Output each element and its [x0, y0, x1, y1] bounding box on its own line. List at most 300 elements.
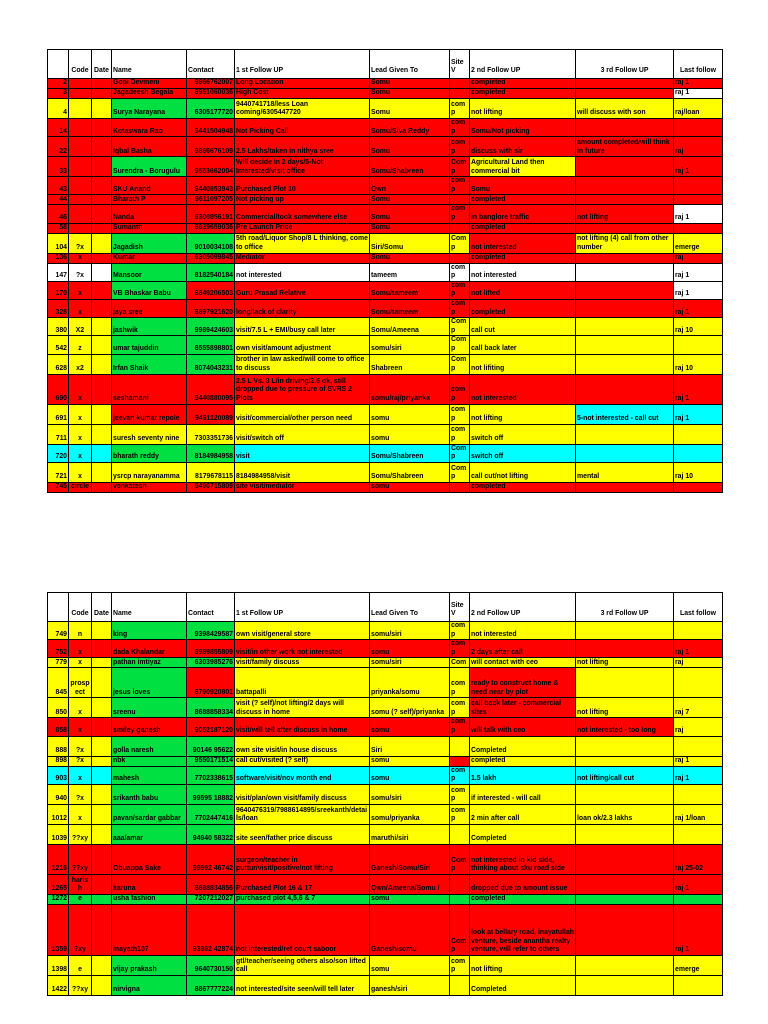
cell-site-visit [450, 253, 470, 263]
cell-last-follow [674, 424, 723, 444]
cell-contact: 7702338615 [187, 766, 235, 784]
cell-contact: 8688834856 [187, 874, 235, 894]
cell-name: jashwik [112, 318, 187, 336]
table-row [48, 223, 723, 233]
cell-third-follow-up [576, 736, 674, 756]
cell-row-number: 2 [48, 79, 69, 89]
cell-site-visit: comp [450, 299, 470, 317]
cell-site-visit [450, 975, 470, 995]
cell-row-number: 46 [48, 205, 69, 223]
cell-first-follow-up: own visit/general store [235, 622, 370, 640]
cell-code [69, 205, 92, 223]
cell-first-follow-up: Not picking up [235, 195, 370, 205]
cell-row-number: 940 [48, 784, 69, 804]
cell-name: Surya Narayana [112, 99, 187, 119]
cell-code: prosp ect [69, 668, 92, 698]
cell-contact: 9440853943 [187, 177, 235, 195]
cell-lead-given-to: somu/raj/priyanka [370, 374, 450, 404]
table-row [48, 444, 723, 462]
table-row [48, 622, 723, 640]
cell-name: nirvigna [112, 975, 187, 995]
cell-last-follow: raj 7 [674, 698, 723, 718]
cell-name: king [112, 622, 187, 640]
cell-code [69, 157, 92, 177]
cell-first-follow-up: Will decide in 2 days/5-Not Interested/visit office [235, 157, 370, 177]
cell-contact: 8849206503 [187, 281, 235, 299]
cell-second-follow-up: not interested [470, 263, 576, 281]
cell-third-follow-up [576, 89, 674, 99]
cell-site-visit: comp [450, 698, 470, 718]
cell-last-follow [674, 444, 723, 462]
cell-last-follow: raj 1 [674, 640, 723, 658]
cell-row-number: 104 [48, 233, 69, 253]
cell-contact: 99592 46742 [187, 844, 235, 874]
cell-contact: 9491120089 [187, 404, 235, 424]
cell-code: n [69, 622, 92, 640]
cell-last-follow [674, 482, 723, 492]
cell-second-follow-up: look at bellary road, inayatullah venture, beside anantha realty venture, will refer to others [470, 904, 576, 955]
cell-row-number: 720 [48, 444, 69, 462]
cell-lead-given-to: Own [370, 177, 450, 195]
cell-row-number: 147 [48, 263, 69, 281]
cell-code: ??xy [69, 844, 92, 874]
cell-first-follow-up: Not Picking Call [235, 119, 370, 137]
cell-code: x [69, 658, 92, 668]
cell-row-number: 888 [48, 736, 69, 756]
cell-first-follow-up: site visit/mediator [235, 482, 370, 492]
cell-third-follow-up: not lifting [576, 205, 674, 223]
header-code: Code [69, 593, 92, 622]
cell-name: Gopi Devineni [112, 79, 187, 89]
cell-contact: 93982 42874 [187, 904, 235, 955]
cell-date [92, 444, 112, 462]
cell-date [92, 824, 112, 844]
cell-code: x [69, 640, 92, 658]
cell-code: circle [69, 482, 92, 492]
cell-date [92, 233, 112, 253]
cell-last-follow [674, 336, 723, 354]
cell-contact: 6303985276 [187, 658, 235, 668]
cell-first-follow-up: site seen/father price discuss [235, 824, 370, 844]
cell-lead-given-to: Somu [370, 89, 450, 99]
cell-name: Bharath P [112, 195, 187, 205]
cell-name: suresh seventy nine [112, 424, 187, 444]
cell-second-follow-up: not interested [470, 374, 576, 404]
cell-second-follow-up: call cut [470, 318, 576, 336]
cell-third-follow-up [576, 177, 674, 195]
cell-date [92, 281, 112, 299]
cell-second-follow-up: completed [470, 756, 576, 766]
cell-second-follow-up: completed [470, 253, 576, 263]
cell-last-follow: raj 25-02 [674, 844, 723, 874]
cell-lead-given-to: somu (? self)/priyanka [370, 698, 450, 718]
cell-row-number: 136 [48, 253, 69, 263]
cell-row-number: 1422 [48, 975, 69, 995]
cell-last-follow [674, 894, 723, 904]
cell-first-follow-up: battapalli [235, 668, 370, 698]
cell-last-follow [674, 223, 723, 233]
cell-contact: 9550171514 [187, 756, 235, 766]
cell-first-follow-up: Commercial/took somewhere else [235, 205, 370, 223]
cell-last-follow [674, 668, 723, 698]
cell-lead-given-to: somu [370, 756, 450, 766]
cell-site-visit: comp [450, 263, 470, 281]
cell-lead-given-to: Somu/tameem [370, 299, 450, 317]
cell-second-follow-up: Agricultural Land then commercial bit [470, 157, 576, 177]
cell-site-visit: Comp [450, 233, 470, 253]
cell-lead-given-to: somu [370, 955, 450, 975]
header-name: Name [112, 593, 187, 622]
cell-code: ?xy [69, 904, 92, 955]
header-site-visit: Site V [450, 50, 470, 79]
table-row [48, 804, 723, 824]
cell-code: ?x [69, 784, 92, 804]
cell-contact: 8688858334 [187, 698, 235, 718]
cell-lead-given-to: Somu/Shabreen [370, 462, 450, 482]
cell-code: x [69, 718, 92, 736]
header-row [48, 593, 723, 622]
cell-code: x [69, 804, 92, 824]
cell-last-follow [674, 736, 723, 756]
cell-second-follow-up: discuss with sir [470, 137, 576, 157]
cell-date [92, 766, 112, 784]
cell-site-visit: comp [450, 119, 470, 137]
cell-second-follow-up: Completed [470, 736, 576, 756]
cell-lead-given-to: Somu [370, 223, 450, 233]
cell-site-visit [450, 195, 470, 205]
header-code: Code [69, 50, 92, 79]
header-contact: Contact [187, 50, 235, 79]
cell-first-follow-up: 8184984958/visit [235, 462, 370, 482]
header-third-follow-up: 3 rd Follow UP [576, 50, 674, 79]
table-row [48, 640, 723, 658]
cell-date [92, 756, 112, 766]
cell-code: x2 [69, 354, 92, 374]
cell-first-follow-up: visit (? self)/not lifting/2 days will discuss in home [235, 698, 370, 718]
cell-third-follow-up [576, 975, 674, 995]
cell-contact: 9611097205 [187, 195, 235, 205]
cell-first-follow-up: Guru Prasad Relative [235, 281, 370, 299]
cell-code: ?x [69, 756, 92, 766]
cell-lead-given-to: somu/siri [370, 622, 450, 640]
cell-second-follow-up: completed [470, 482, 576, 492]
cell-first-follow-up: visit/will tell after discuss in home [235, 718, 370, 736]
cell-first-follow-up: visit/commercial/other person need [235, 404, 370, 424]
cell-row-number: 898 [48, 756, 69, 766]
cell-name: Jagadeesh Begala [112, 89, 187, 99]
cell-site-visit: Comp [450, 318, 470, 336]
cell-second-follow-up: not lifting [470, 404, 576, 424]
cell-contact: 9866762007 [187, 79, 235, 89]
cell-code [69, 119, 92, 137]
cell-name: Irfan Shaik [112, 354, 187, 374]
cell-contact: 7207212027 [187, 894, 235, 904]
cell-site-visit: Comp [450, 462, 470, 482]
cell-name: srikanth babu [112, 784, 187, 804]
cell-second-follow-up: 2 min after call [470, 804, 576, 824]
cell-site-visit: comp [450, 622, 470, 640]
cell-first-follow-up: not interested [235, 263, 370, 281]
cell-second-follow-up: not lifting [470, 99, 576, 119]
cell-last-follow: raj 1 [674, 904, 723, 955]
cell-name: Kotaswara Rao [112, 119, 187, 137]
cell-contact: 9441504948 [187, 119, 235, 137]
cell-third-follow-up: 5-not interested - call cut [576, 404, 674, 424]
cell-date [92, 336, 112, 354]
cell-contact: 9989855809 [187, 640, 235, 658]
cell-code [69, 195, 92, 205]
cell-row-number: 628 [48, 354, 69, 374]
cell-last-follow: raj 10 [674, 318, 723, 336]
cell-lead-given-to: Somu [370, 205, 450, 223]
cell-first-follow-up: 2.5 L Vs. 3 L/in driving/2.5 ok, still dropped due to pressure of SVRS 2 Plots [235, 374, 370, 404]
cell-second-follow-up: not interested [470, 233, 576, 253]
cell-contact: 8790920801 [187, 668, 235, 698]
cell-date [92, 975, 112, 995]
cell-last-follow [674, 622, 723, 640]
cell-first-follow-up: call cut/visited (? self) [235, 756, 370, 766]
cell-row-number: 22 [48, 137, 69, 157]
cell-third-follow-up: not lifting/call cut [576, 766, 674, 784]
cell-code: ?x [69, 233, 92, 253]
cell-contact: 8897921620 [187, 299, 235, 317]
cell-row-number: 1216 [48, 844, 69, 874]
cell-contact: 9640730150 [187, 955, 235, 975]
cell-second-follow-up: will contact with ceo [470, 658, 576, 668]
cell-name: umar tajuddin [112, 336, 187, 354]
cell-lead-given-to: somu/priyanka [370, 804, 450, 824]
cell-last-follow: raj [674, 658, 723, 668]
header-date: Date [92, 593, 112, 622]
cell-site-visit [450, 482, 470, 492]
cell-first-follow-up: own site visit/in house discuss [235, 736, 370, 756]
cell-date [92, 804, 112, 824]
cell-row-number: 1272 [48, 894, 69, 904]
cell-date [92, 904, 112, 955]
cell-row-number: 44 [48, 195, 69, 205]
cell-third-follow-up [576, 299, 674, 317]
cell-third-follow-up [576, 253, 674, 263]
cell-contact: 9866676109 [187, 137, 235, 157]
header-first-follow-up: 1 st Follow UP [235, 593, 370, 622]
cell-name: Kumar [112, 253, 187, 263]
cell-third-follow-up [576, 874, 674, 894]
cell-second-follow-up: dropped due to amount issue [470, 874, 576, 894]
table-row [48, 195, 723, 205]
cell-date [92, 668, 112, 698]
cell-last-follow: emerge [674, 233, 723, 253]
cell-site-visit: Comp [450, 157, 470, 177]
cell-contact: 6305099845 [187, 253, 235, 263]
table-row [48, 894, 723, 904]
table-row [48, 336, 723, 354]
cell-site-visit [450, 223, 470, 233]
cell-date [92, 223, 112, 233]
cell-name: usha fashion [112, 894, 187, 904]
cell-last-follow: raj 1 [674, 404, 723, 424]
cell-last-follow: raj 1 [674, 374, 723, 404]
cell-contact: 9440880095 [187, 374, 235, 404]
cell-last-follow: raj 1 [674, 205, 723, 223]
cell-second-follow-up: ready to construct home & need near by plot [470, 668, 576, 698]
cell-code: e [69, 894, 92, 904]
cell-first-follow-up: brother in law asked/will come to office to discuss [235, 354, 370, 374]
cell-code: x [69, 444, 92, 462]
cell-date [92, 622, 112, 640]
cell-lead-given-to: Ganesh/Somu/Siri [370, 844, 450, 874]
table-row [48, 668, 723, 698]
cell-lead-given-to: Somu/Siva Reddy [370, 119, 450, 137]
cell-third-follow-up [576, 281, 674, 299]
cell-name: ysrcp narayanamma [112, 462, 187, 482]
cell-site-visit: comp [450, 404, 470, 424]
cell-code: e [69, 955, 92, 975]
cell-third-follow-up [576, 223, 674, 233]
cell-date [92, 99, 112, 119]
cell-second-follow-up: completed [470, 299, 576, 317]
cell-third-follow-up [576, 622, 674, 640]
cell-row-number: 170 [48, 281, 69, 299]
cell-site-visit [450, 756, 470, 766]
cell-third-follow-up [576, 354, 674, 374]
cell-row-number: 1012 [48, 804, 69, 824]
table-row [48, 482, 723, 492]
cell-third-follow-up [576, 263, 674, 281]
cell-name: inayath107 [112, 904, 187, 955]
cell-contact: 9398429587 [187, 622, 235, 640]
cell-first-follow-up: own visit/amount adjustment [235, 336, 370, 354]
cell-lead-given-to: Somu [370, 195, 450, 205]
cell-date [92, 79, 112, 89]
cell-third-follow-up [576, 444, 674, 462]
cell-date [92, 462, 112, 482]
cell-contact: 8184984958 [187, 444, 235, 462]
header-last-follow: Last follow [674, 50, 723, 79]
header-row-number [48, 50, 69, 79]
cell-first-follow-up: Purchased Plot 10 [235, 177, 370, 195]
cell-row-number: 745 [48, 482, 69, 492]
cell-name: jeevan kumar repole [112, 404, 187, 424]
cell-code [69, 137, 92, 157]
cell-date [92, 374, 112, 404]
cell-contact: 9490715809 [187, 482, 235, 492]
cell-row-number: 1359 [48, 904, 69, 955]
cell-last-follow: raj [674, 718, 723, 736]
cell-code: ??xy [69, 975, 92, 995]
cell-date [92, 177, 112, 195]
cell-name: golla naresh [112, 736, 187, 756]
cell-date [92, 874, 112, 894]
cell-site-visit: comp [450, 640, 470, 658]
table-row [48, 354, 723, 374]
cell-third-follow-up [576, 756, 674, 766]
cell-name: jesus loves [112, 668, 187, 698]
cell-date [92, 784, 112, 804]
cell-last-follow [674, 784, 723, 804]
cell-name: pathan imtiyaz [112, 658, 187, 668]
cell-site-visit [450, 894, 470, 904]
cell-row-number: 1398 [48, 955, 69, 975]
cell-first-follow-up: purchased plot 4,5,6 & 7 [235, 894, 370, 904]
header-contact: Contact [187, 593, 235, 622]
cell-name: sreenu [112, 698, 187, 718]
cell-row-number: 845 [48, 668, 69, 698]
header-lead-given-to: Lead Given To [370, 593, 450, 622]
table-row [48, 374, 723, 404]
cell-site-visit [450, 89, 470, 99]
cell-row-number: 1265 [48, 874, 69, 894]
header-second-follow-up: 2 nd Follow UP [470, 50, 576, 79]
cell-contact: 9951060036 [187, 89, 235, 99]
cell-row-number: 4 [48, 99, 69, 119]
table-row [48, 955, 723, 975]
cell-code: x [69, 424, 92, 444]
cell-name: Jagadish [112, 233, 187, 253]
cell-second-follow-up: in banglore traffic [470, 205, 576, 223]
table-row [48, 874, 723, 894]
cell-site-visit: comp [450, 766, 470, 784]
table-row [48, 253, 723, 263]
table-row [48, 404, 723, 424]
cell-date [92, 119, 112, 137]
cell-lead-given-to: Shabreen [370, 354, 450, 374]
cell-name: vijay prakash [112, 955, 187, 975]
cell-contact: 7303351736 [187, 424, 235, 444]
cell-second-follow-up: completed [470, 195, 576, 205]
cell-code [69, 99, 92, 119]
cell-third-follow-up: loan ok/2.3 lakhs [576, 804, 674, 824]
cell-row-number: 43 [48, 177, 69, 195]
cell-first-follow-up: visit/switch off [235, 424, 370, 444]
cell-third-follow-up [576, 195, 674, 205]
table-row [48, 698, 723, 718]
cell-second-follow-up: switch off [470, 444, 576, 462]
cell-site-visit [450, 736, 470, 756]
cell-second-follow-up: if interested - will call [470, 784, 576, 804]
cell-row-number: 721 [48, 462, 69, 482]
cell-date [92, 658, 112, 668]
cell-lead-given-to: Own/Ameena/Somu / [370, 874, 450, 894]
cell-site-visit: Comp [450, 844, 470, 874]
cell-lead-given-to: somu [370, 404, 450, 424]
cell-second-follow-up: completed [470, 894, 576, 904]
cell-third-follow-up [576, 668, 674, 698]
cell-code: ?x [69, 736, 92, 756]
cell-third-follow-up [576, 119, 674, 137]
cell-lead-given-to: somu [370, 766, 450, 784]
cell-date [92, 263, 112, 281]
cell-lead-given-to: ganesh/siri [370, 975, 450, 995]
cell-last-follow: raj 1 [674, 157, 723, 177]
cell-third-follow-up [576, 318, 674, 336]
cell-third-follow-up: not lifting [576, 658, 674, 668]
cell-site-visit: Com [450, 658, 470, 668]
cell-first-follow-up: not interested/ref court saboor [235, 904, 370, 955]
cell-contact: 99595 18882 [187, 784, 235, 804]
cell-code [69, 177, 92, 195]
lead-table-1 [47, 49, 722, 493]
cell-date [92, 844, 112, 874]
cell-first-follow-up: visit/family discuss [235, 658, 370, 668]
cell-third-follow-up: not interested - too long [576, 718, 674, 736]
header-site-visit: Site V [450, 593, 470, 622]
cell-first-follow-up: gtl/teacher/seeing others also/son lifted call [235, 955, 370, 975]
table-row [48, 281, 723, 299]
cell-date [92, 640, 112, 658]
cell-lead-given-to: somu/siri [370, 658, 450, 668]
cell-date [92, 482, 112, 492]
cell-name: venkatesh [112, 482, 187, 492]
